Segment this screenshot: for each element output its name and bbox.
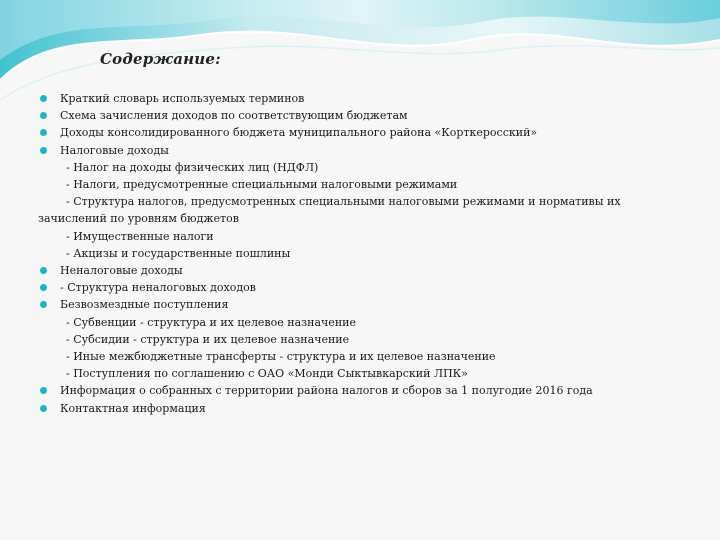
item-text: - Налоги, предусмотренные специальными налоговыми режимами [66,178,458,192]
item-text: Схема зачисления доходов по соответствующим бюджетам [60,109,408,123]
bullet-dot-icon [40,147,47,154]
bullet-dot-icon [40,95,47,102]
bullet-item [38,400,688,417]
sub-item [38,365,688,382]
sub-item [38,176,688,193]
item-text: - Акцизы и государственные пошлины [66,246,291,260]
sub-item [38,314,688,331]
item-text: Доходы консолидированного бюджета муниципального района «Корткеросский» [60,126,538,140]
bullet-dot-icon [40,301,47,308]
bullet-dot-icon [40,267,47,274]
item-text: Неналоговые доходы [60,264,183,278]
sub-item [38,331,688,348]
item-text: - Иные межбюджетные трансферты - структура и их целевое назначение [66,350,496,364]
item-text: - Налог на доходы физических лиц (НДФЛ) [66,160,319,174]
item-text: Информация о собранных с территории района налогов и сборов за 1 полугодие 2016 года [60,384,593,398]
item-text: - Имущественные налоги [66,229,214,243]
bullet-item [38,382,688,399]
item-text: - Поступления по соглашению с ОАО «Монди Сыктывкарский ЛПК» [66,367,468,381]
item-text-continuation: зачислений по уровням бюджетов [38,212,239,226]
bullet-dot-icon [40,112,47,119]
item-text: Налоговые доходы [60,143,169,157]
item-text: - Субвенции - структура и их целевое назначение [66,315,356,329]
item-text: - Структура неналоговых доходов [60,281,256,295]
bullet-item [38,262,688,279]
bullet-item [38,107,688,124]
item-text: - Структура налогов, предусмотренных специальными налоговыми режимами и нормативы их [66,195,621,209]
bullet-item [38,296,688,313]
bullet-dot-icon [40,129,47,136]
item-text: - Субсидии - структура и их целевое назначение [66,332,350,346]
bullet-dot-icon [40,284,47,291]
item-text: Краткий словарь используемых терминов [60,92,305,105]
sub-item [38,159,688,176]
bullet-item [38,124,688,141]
bullet-item [38,142,688,159]
sub-item [38,193,688,227]
sub-item [38,245,688,262]
contents-list [38,90,688,417]
page-title: Содержание: [100,50,221,68]
bullet-item [38,279,688,296]
bullet-dot-icon [40,387,47,394]
bullet-dot-icon [40,405,47,412]
bullet-item [38,90,688,107]
item-text: Безвозмездные поступления [60,298,229,312]
item-text: Контактная информация [60,401,206,415]
sub-item [38,228,688,245]
sub-item [38,348,688,365]
